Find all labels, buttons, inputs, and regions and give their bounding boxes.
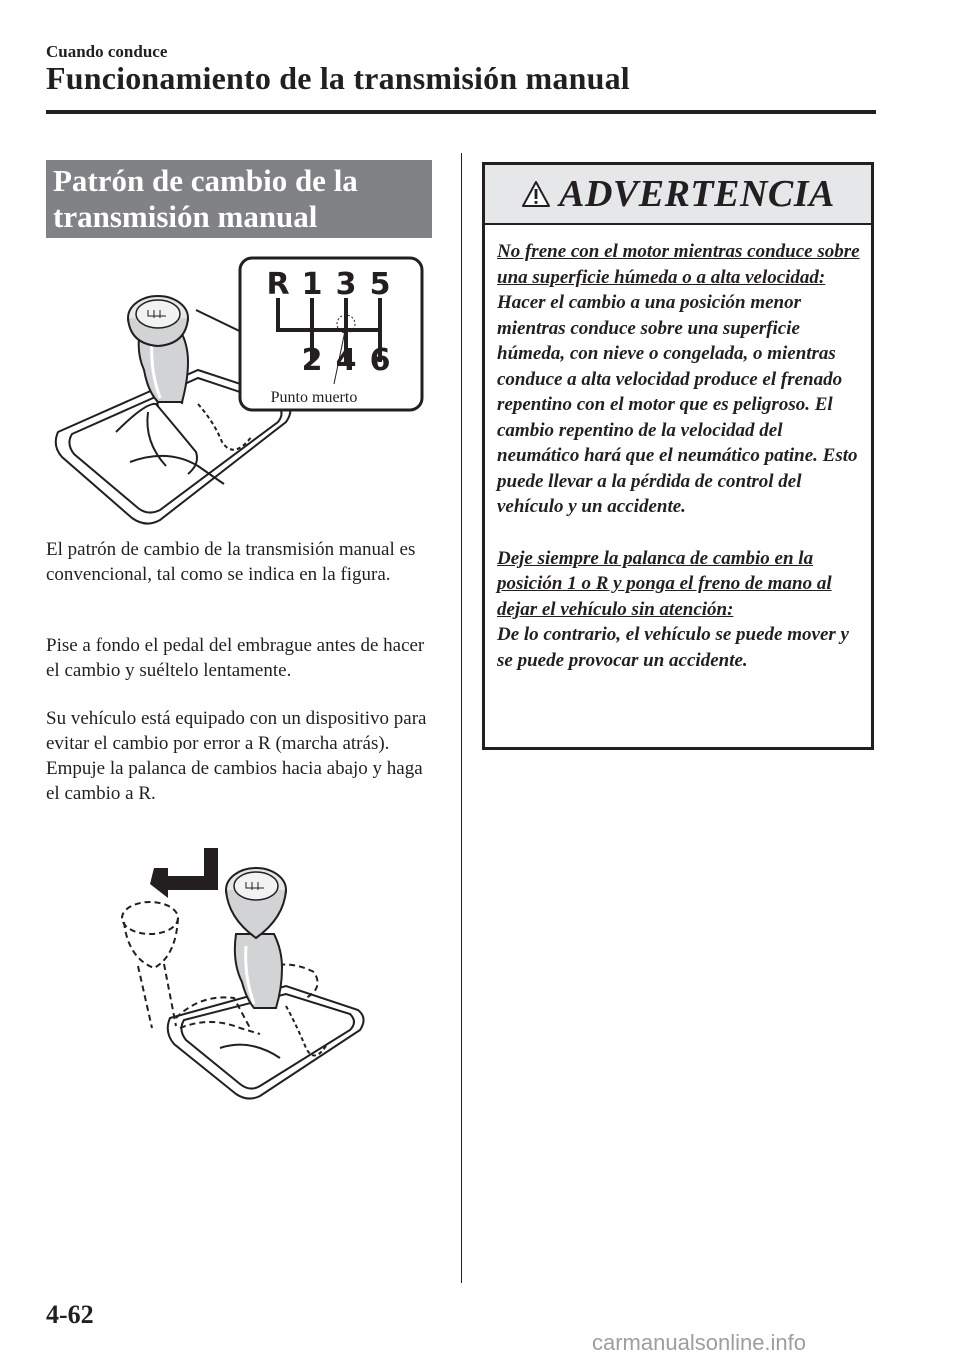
gear-label-4: 4 <box>335 343 357 378</box>
gear-label-5: 5 <box>369 267 391 302</box>
warning-text-engine-brake: Hacer el cambio a una posición menor mientras conduce sobre una superficie húmeda, con nieve o congelada, o mientras conduce a alta velocidad produce el frenado repentino con el motor que es peligroso. El cambio repentino de la velocidad del neumático hará que el neumático patine. Esto puede llevar a la pérdida de control del vehículo y un accidente. <box>497 292 858 517</box>
page-number: 4-62 <box>46 1300 94 1329</box>
page-title: Funcionamiento de la transmisión manual <box>46 60 630 96</box>
gear-lever-illustration <box>226 868 286 1008</box>
site-watermark: carmanualsonline.info <box>592 1330 807 1355</box>
gear-label-r: R <box>266 267 290 302</box>
warning-heading-parking: Deje siempre la palanca de cambio en la posición 1 o R y ponga el freno de mano al dejar el vehículo sin atención: <box>497 547 832 620</box>
warning-body <box>485 225 871 673</box>
section-title <box>53 163 358 235</box>
warning-text-parking: De lo contrario, el vehículo se puede mover y se puede provocar un accidente. <box>497 624 849 671</box>
gear-label-3: 3 <box>335 267 357 302</box>
warning-box <box>482 162 874 750</box>
gear-label-1: 1 <box>301 267 323 302</box>
paragraph-clutch: Pise a fondo el pedal del embrague antes de hacer el cambio y suéltelo lentamente. <box>46 635 425 681</box>
shift-pattern-figure <box>48 252 428 527</box>
warning-heading-engine-brake: No frene con el motor mientras conduce sobre una superficie húmeda o a alta velocidad: <box>497 241 860 288</box>
section-title-line1: Patrón de cambio de la <box>53 163 358 198</box>
gear-label-6: 6 <box>369 343 391 378</box>
paragraph-pattern: El patrón de cambio de la transmisión manual es convencional, tal como se indica en la figura. <box>46 539 416 585</box>
warning-triangle-icon <box>521 180 551 208</box>
column-divider <box>461 153 462 1283</box>
gear-lever-illustration <box>128 296 188 402</box>
push-down-arrow-icon <box>150 848 218 898</box>
chapter-kicker: Cuando conduce <box>46 42 168 61</box>
section-title-line2: transmisión manual <box>53 199 318 234</box>
reverse-shift-figure <box>110 838 390 1103</box>
header-rule <box>46 110 876 114</box>
neutral-label: Punto muerto <box>270 389 358 406</box>
gear-label-2: 2 <box>301 343 323 378</box>
warning-title: ADVERTENCIA <box>559 173 835 215</box>
warning-header <box>485 165 871 225</box>
paragraph-reverse: Su vehículo está equipado con un dispositivo para evitar el cambio por error a R (marcha atrás). Empuje la palanca de cambios hacia abajo y haga el cambio a R. <box>46 708 427 804</box>
